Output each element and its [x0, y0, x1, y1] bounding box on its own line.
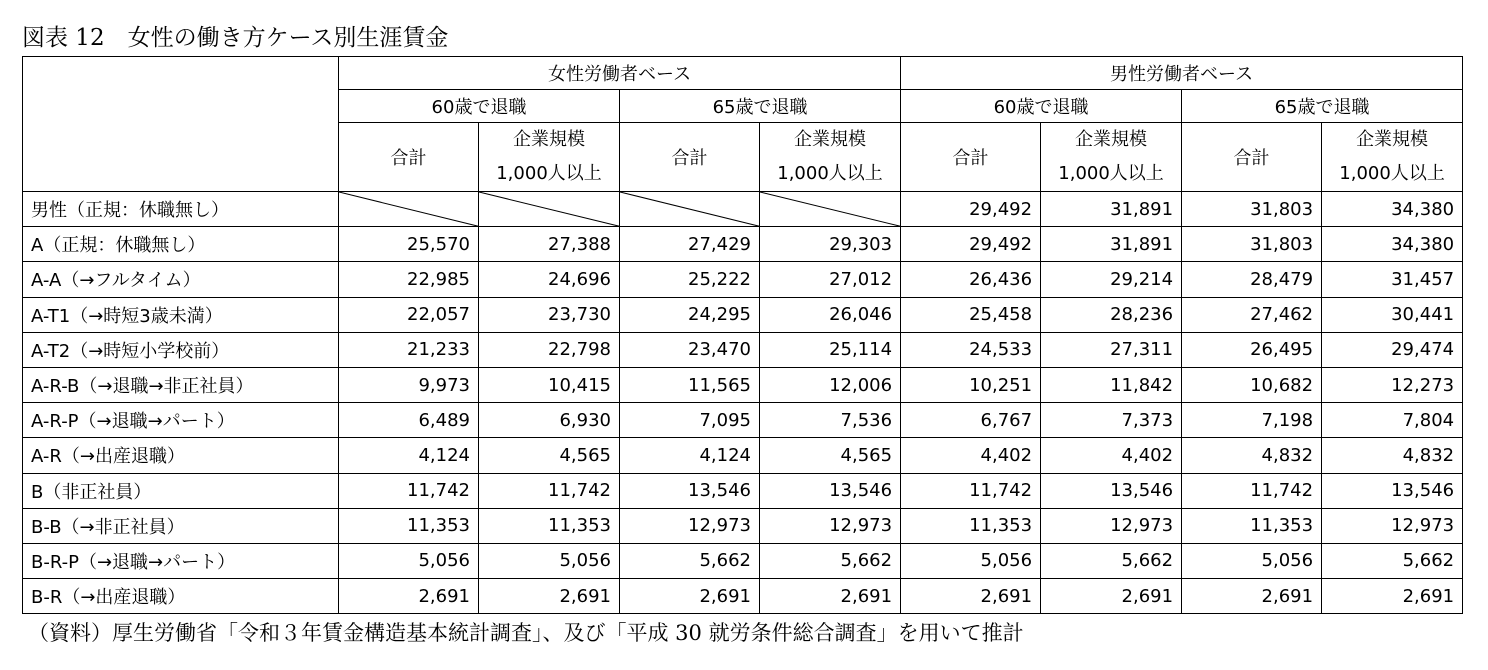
value-cell: 12,973 [620, 508, 760, 543]
value-cell: 27,012 [760, 262, 901, 297]
value-cell: 31,891 [1041, 192, 1182, 227]
row-label: A（正規：休職無し） [23, 227, 339, 262]
value-cell: 11,842 [1041, 367, 1182, 402]
row-label: B（非正社員） [23, 473, 339, 508]
header-size-line1: 企業規模 [1356, 129, 1429, 150]
value-cell: 7,095 [620, 403, 760, 438]
row-label: B-R-P（→退職→パート） [23, 543, 339, 578]
value-cell: 10,415 [479, 367, 620, 402]
value-cell: 24,295 [620, 297, 760, 332]
table-row [23, 227, 1463, 262]
value-cell: 12,973 [760, 508, 901, 543]
value-cell: 2,691 [1182, 579, 1322, 614]
value-cell: 23,470 [620, 332, 760, 367]
value-cell: 31,803 [1182, 192, 1322, 227]
value-cell: 4,124 [339, 438, 479, 473]
lifetime-wage-table [22, 56, 1463, 614]
value-cell: 11,353 [479, 508, 620, 543]
value-cell: 11,353 [901, 508, 1041, 543]
table-row [23, 192, 1463, 227]
value-cell: 30,441 [1322, 297, 1463, 332]
value-cell: 7,198 [1182, 403, 1322, 438]
value-cell: 2,691 [620, 579, 760, 614]
header-male-retire60: 60歳で退職 [901, 90, 1182, 123]
table-row [23, 297, 1463, 332]
header-total: 合計 [1182, 123, 1322, 192]
header-size-line2: 1,000人以上 [496, 163, 602, 184]
value-cell: 5,662 [1041, 543, 1182, 578]
value-cell: 24,533 [901, 332, 1041, 367]
value-cell: 11,742 [479, 473, 620, 508]
row-label: A-A（→フルタイム） [23, 262, 339, 297]
row-label: A-T1（→時短3歳未満） [23, 297, 339, 332]
value-cell: 7,804 [1322, 403, 1463, 438]
diagonal-slash-icon [479, 192, 619, 226]
header-size-line2: 1,000人以上 [1058, 163, 1164, 184]
value-cell: 12,006 [760, 367, 901, 402]
not-applicable-cell [339, 192, 479, 227]
value-cell: 31,457 [1322, 262, 1463, 297]
row-label: B-R（→出産退職） [23, 579, 339, 614]
row-label: A-R-B（→退職→非正社員） [23, 367, 339, 402]
header-total: 合計 [339, 123, 479, 192]
value-cell: 25,458 [901, 297, 1041, 332]
header-corner-cell [23, 57, 339, 192]
value-cell: 6,489 [339, 403, 479, 438]
value-cell: 11,742 [901, 473, 1041, 508]
value-cell: 9,973 [339, 367, 479, 402]
value-cell: 26,436 [901, 262, 1041, 297]
value-cell: 5,056 [901, 543, 1041, 578]
value-cell: 6,767 [901, 403, 1041, 438]
value-cell: 29,214 [1041, 262, 1182, 297]
value-cell: 11,742 [1182, 473, 1322, 508]
value-cell: 13,546 [760, 473, 901, 508]
value-cell: 2,691 [479, 579, 620, 614]
value-cell: 23,730 [479, 297, 620, 332]
header-size-line1: 企業規模 [1075, 129, 1148, 150]
value-cell: 2,691 [1322, 579, 1463, 614]
table-row [23, 262, 1463, 297]
header-female-retire65: 65歳で退職 [620, 90, 901, 123]
value-cell: 12,273 [1322, 367, 1463, 402]
header-size-1000 [479, 123, 620, 192]
value-cell: 29,492 [901, 192, 1041, 227]
header-total: 合計 [901, 123, 1041, 192]
value-cell: 29,474 [1322, 332, 1463, 367]
header-male-base: 男性労働者ベース [901, 57, 1463, 90]
value-cell: 13,546 [1041, 473, 1182, 508]
value-cell: 5,662 [760, 543, 901, 578]
value-cell: 5,056 [1182, 543, 1322, 578]
value-cell: 29,303 [760, 227, 901, 262]
table-row [23, 473, 1463, 508]
not-applicable-cell [620, 192, 760, 227]
header-size-1000 [1322, 123, 1463, 192]
value-cell: 5,056 [339, 543, 479, 578]
value-cell: 2,691 [339, 579, 479, 614]
table-row [23, 332, 1463, 367]
table-row [23, 543, 1463, 578]
table-row [23, 403, 1463, 438]
value-cell: 10,251 [901, 367, 1041, 402]
value-cell: 28,236 [1041, 297, 1182, 332]
value-cell: 21,233 [339, 332, 479, 367]
header-size-line1: 企業規模 [794, 129, 867, 150]
value-cell: 22,985 [339, 262, 479, 297]
header-size-line1: 企業規模 [513, 129, 585, 150]
value-cell: 4,402 [901, 438, 1041, 473]
header-size-line2: 1,000人以上 [777, 163, 883, 184]
value-cell: 26,046 [760, 297, 901, 332]
value-cell: 5,662 [620, 543, 760, 578]
row-label: A-R-P（→退職→パート） [23, 403, 339, 438]
value-cell: 7,373 [1041, 403, 1182, 438]
header-female-base: 女性労働者ベース [339, 57, 901, 90]
table-row [23, 579, 1463, 614]
value-cell: 12,973 [1322, 508, 1463, 543]
header-total: 合計 [620, 123, 760, 192]
value-cell: 4,124 [620, 438, 760, 473]
value-cell: 31,891 [1041, 227, 1182, 262]
value-cell: 4,402 [1041, 438, 1182, 473]
source-note: （資料）厚生労働省「令和３年賃金構造基本統計調査」、及び「平成 30 就労条件総合調査」を用いて推計 [28, 621, 1024, 645]
header-size-line2: 1,000人以上 [1339, 163, 1445, 184]
value-cell: 28,479 [1182, 262, 1322, 297]
row-label: 男性（正規：休職無し） [23, 192, 339, 227]
value-cell: 4,832 [1182, 438, 1322, 473]
diagonal-slash-icon [620, 192, 759, 226]
value-cell: 31,803 [1182, 227, 1322, 262]
value-cell: 12,973 [1041, 508, 1182, 543]
value-cell: 34,380 [1322, 192, 1463, 227]
value-cell: 27,388 [479, 227, 620, 262]
value-cell: 5,662 [1322, 543, 1463, 578]
not-applicable-cell [760, 192, 901, 227]
value-cell: 11,565 [620, 367, 760, 402]
value-cell: 4,565 [479, 438, 620, 473]
value-cell: 11,353 [1182, 508, 1322, 543]
value-cell: 22,057 [339, 297, 479, 332]
row-label: B-B（→非正社員） [23, 508, 339, 543]
value-cell: 13,546 [620, 473, 760, 508]
value-cell: 27,462 [1182, 297, 1322, 332]
table-row [23, 438, 1463, 473]
row-label: A-T2（→時短小学校前） [23, 332, 339, 367]
value-cell: 27,429 [620, 227, 760, 262]
value-cell: 2,691 [760, 579, 901, 614]
header-size-1000 [760, 123, 901, 192]
value-cell: 34,380 [1322, 227, 1463, 262]
value-cell: 29,492 [901, 227, 1041, 262]
header-row-group [23, 57, 1463, 90]
table-row [23, 367, 1463, 402]
value-cell: 25,222 [620, 262, 760, 297]
value-cell: 7,536 [760, 403, 901, 438]
value-cell: 11,742 [339, 473, 479, 508]
not-applicable-cell [479, 192, 620, 227]
header-size-1000 [1041, 123, 1182, 192]
table-row [23, 508, 1463, 543]
figure-title: 図表 12 女性の働き方ケース別生涯賃金 [22, 25, 449, 51]
row-label: A-R（→出産退職） [23, 438, 339, 473]
value-cell: 4,565 [760, 438, 901, 473]
value-cell: 26,495 [1182, 332, 1322, 367]
value-cell: 11,353 [339, 508, 479, 543]
header-female-retire60: 60歳で退職 [339, 90, 620, 123]
value-cell: 10,682 [1182, 367, 1322, 402]
value-cell: 2,691 [901, 579, 1041, 614]
value-cell: 22,798 [479, 332, 620, 367]
value-cell: 25,570 [339, 227, 479, 262]
value-cell: 13,546 [1322, 473, 1463, 508]
value-cell: 2,691 [1041, 579, 1182, 614]
value-cell: 4,832 [1322, 438, 1463, 473]
header-male-retire65: 65歳で退職 [1182, 90, 1463, 123]
value-cell: 27,311 [1041, 332, 1182, 367]
value-cell: 25,114 [760, 332, 901, 367]
value-cell: 6,930 [479, 403, 620, 438]
value-cell: 24,696 [479, 262, 620, 297]
diagonal-slash-icon [339, 192, 478, 226]
diagonal-slash-icon [760, 192, 900, 226]
value-cell: 5,056 [479, 543, 620, 578]
